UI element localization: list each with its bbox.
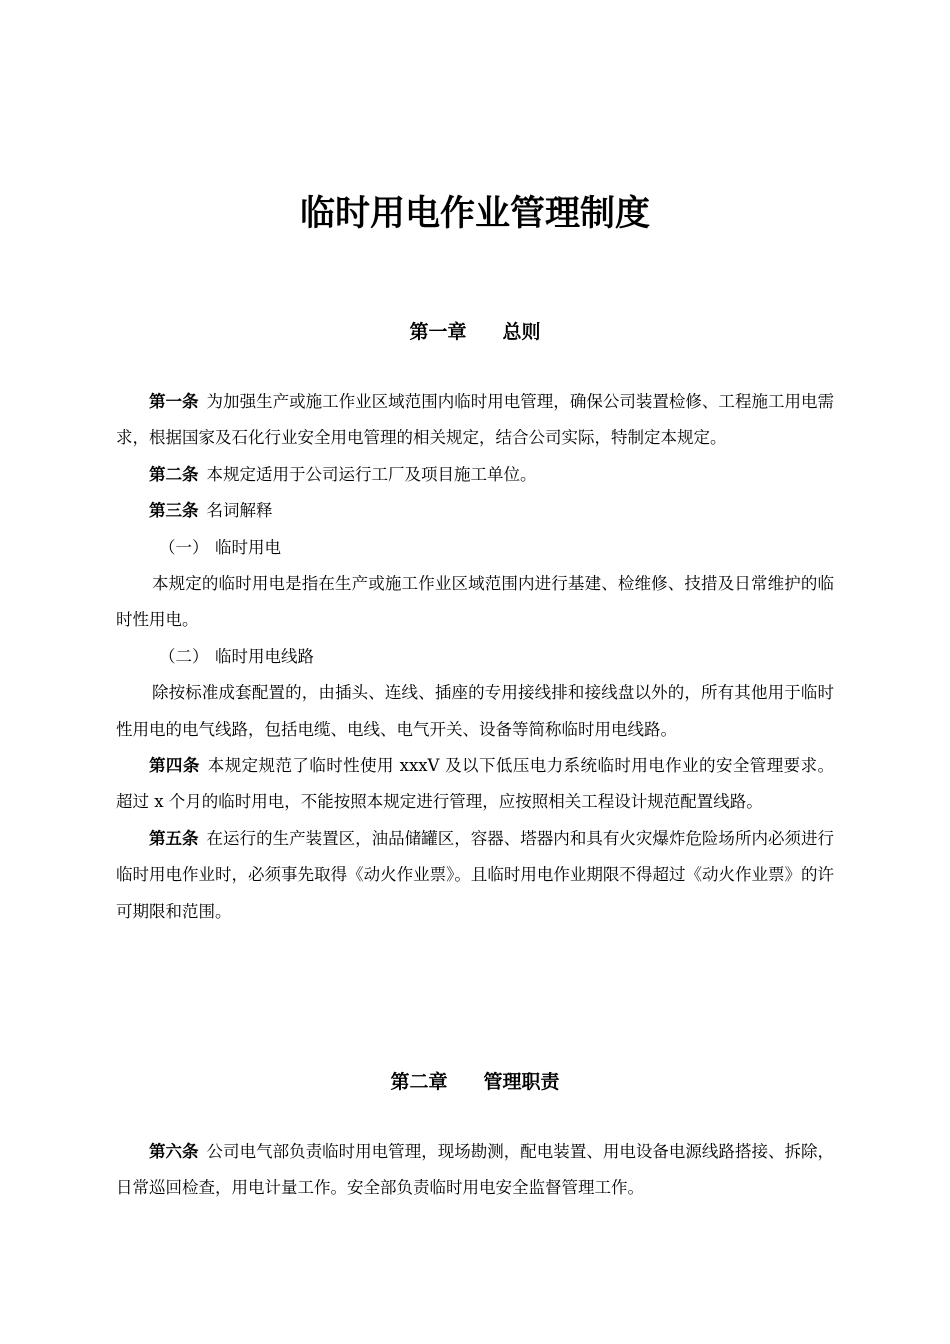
article-text: 为加强生产或施工作业区域范围内临时用电管理，确保公司装置检修、工程施工用电需求，根据国家及石化行业安全用电管理的相关规定，结合公司实际，特制定本规定。 bbox=[116, 392, 835, 448]
article-label: 第五条 bbox=[149, 828, 199, 848]
article-label: 第四条 bbox=[149, 756, 200, 776]
chapter-heading-2 bbox=[0, 1067, 950, 1097]
chapter-number: 第二章 bbox=[390, 1071, 448, 1093]
article-2 bbox=[116, 457, 834, 493]
term-heading-1 bbox=[116, 530, 834, 566]
article-3 bbox=[116, 493, 834, 529]
article-4 bbox=[116, 748, 834, 821]
article-label: 第六条 bbox=[149, 1142, 199, 1161]
article-5 bbox=[116, 821, 834, 930]
term-number: （二） bbox=[159, 646, 209, 666]
term-heading-2 bbox=[116, 639, 834, 675]
article-text: 本规定规范了临时性使用 xxxV 及以下低压电力系统临时用电作业的安全管理要求。超过 x 个月的临时用电，不能按照本规定进行管理，应按照相关工程设计规范配置线路。 bbox=[116, 756, 834, 812]
article-text: 在运行的生产装置区，油品储罐区，容器、塔器内和具有火灾爆炸危险场所内必须进行临时用电作业时，必须事先取得《动火作业票》。且临时用电作业期限不得超过《动火作业票》的许可期限和范围。 bbox=[116, 828, 835, 921]
chapter-name: 管理职责 bbox=[483, 1071, 560, 1093]
term-name: 临时用电 bbox=[215, 537, 281, 557]
article-label: 第一条 bbox=[149, 392, 199, 411]
chapter-heading-1 bbox=[0, 317, 950, 347]
article-text: 名词解释 bbox=[206, 501, 273, 521]
term-definition-2: 除按标准成套配置的，由插头、连线、插座的专用接线排和接线盘以外的，所有其他用于临时性用电的电气线路，包括电缆、电线、电气开关、设备等简称临时用电线路。 bbox=[116, 683, 834, 739]
document-title: 临时用电作业管理制度 bbox=[299, 194, 650, 234]
chapter-name: 总则 bbox=[502, 321, 541, 343]
term-definition-1: 本规定的临时用电是指在生产或施工作业区域范围内进行基建、检维修、技措及日常维护的临时性用电。 bbox=[116, 574, 834, 630]
chapter-number: 第一章 bbox=[409, 321, 467, 343]
term-name: 临时用电线路 bbox=[215, 646, 314, 666]
chapter-2-body bbox=[116, 1134, 834, 1207]
article-label: 第三条 bbox=[149, 501, 199, 521]
article-1 bbox=[116, 384, 834, 457]
term-number: （一） bbox=[159, 537, 209, 557]
article-text: 本规定适用于公司运行工厂及项目施工单位。 bbox=[206, 464, 537, 484]
chapter-1-body bbox=[116, 384, 834, 930]
article-6 bbox=[116, 1134, 834, 1207]
article-label: 第二条 bbox=[149, 464, 199, 484]
article-text: 公司电气部负责临时用电管理，现场勘测，配电装置、用电设备电源线路搭接、拆除，日常巡回检查，用电计量工作。安全部负责临时用电安全监督管理工作。 bbox=[116, 1142, 835, 1198]
